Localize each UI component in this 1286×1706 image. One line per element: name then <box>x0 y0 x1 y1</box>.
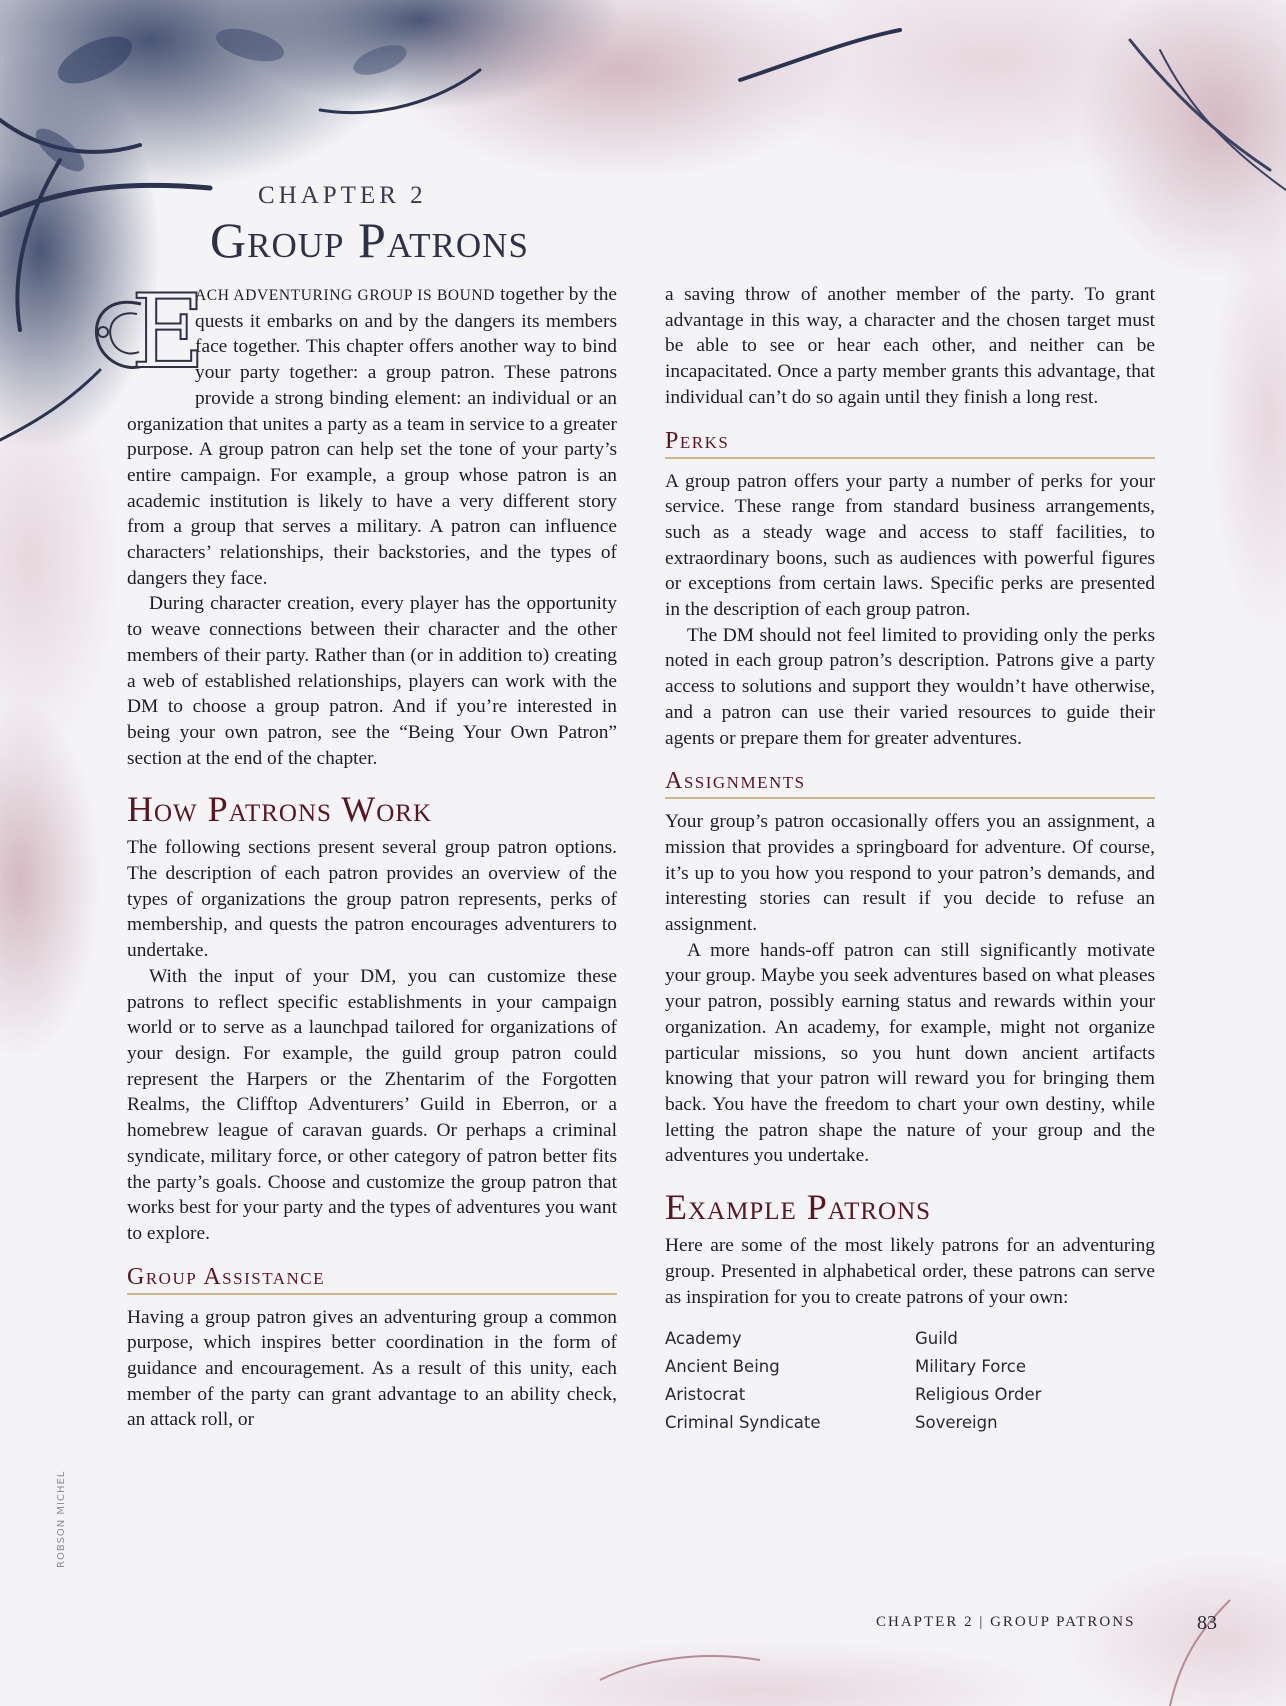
running-head: CHAPTER 2 | GROUP PATRONS <box>876 1614 1136 1630</box>
how-patrons-work-heading: How Patrons Work <box>127 789 433 830</box>
list-item: Aristocrat <box>665 1385 746 1405</box>
group-assistance-heading: Group Assistance <box>127 1263 617 1295</box>
intro-paragraph-2: During character creation, every player has the opportunity to weave connections between their character and the other members of their party. Rather than (or in addition to) creating a web of established relationships, players can work with the DM to choose a group patron. And if you’re interested in being your own patron, see the “Being Your Own Patron” section at the end of the chapter. <box>127 593 617 769</box>
how-patrons-work-paragraph-2: With the input of your DM, you can customize these patrons to reflect specific establishments in your campaign world or to serve as a launchpad tailored for organizations of your design. For example, the guild group patron could represent the Harpers or the Zhentarim of the Forgotten Realms, the Clifftop Adventurers’ Guild in Eberron, or a homebrew league of caravan guards. Or perhaps a criminal syndicate, military force, or other category of patron better fits the party’s goals. Choose and customize the group patron that works best for your party and the types of adventures you want to explore. <box>127 965 617 1244</box>
list-item: Guild <box>915 1329 958 1349</box>
perks-heading: Perks <box>665 427 1155 459</box>
right-column <box>665 282 1155 1435</box>
how-patrons-work-paragraph-1: The following sections present several group patron options. The description of each patron provides an overview of the types of organizations the group patron represents, perks of membership, and quests the patron encourages adventurers to undertake. <box>127 837 617 962</box>
group-assistance-continuation: a saving throw of another member of the party. To grant advantage in this way, a character and the chosen target must be able to see or hear each other, and neither can be incapacitated. Once a party member grants this advantage, that individual can’t do so again until they finish a long rest. <box>665 284 1155 408</box>
dropcap-letter: E <box>131 273 206 392</box>
list-item: Ancient Being <box>665 1357 780 1377</box>
list-item: Military Force <box>915 1357 1027 1377</box>
assignments-paragraph-1: Your group’s patron occasionally offers you an assignment, a mission that provides a springboard for adventure. Of course, it’s up to you how you respond to your patron’s demands, and interesting stories can result if you decide to refuse an assignment. <box>665 811 1155 936</box>
example-patrons-heading: Example Patrons <box>665 1187 932 1228</box>
dropcap <box>89 273 206 392</box>
artist-credit: ROBSON MICHEL <box>56 1470 67 1568</box>
assignments-heading: Assignments <box>665 767 1155 799</box>
page-number: 83 <box>1197 1612 1217 1634</box>
left-column <box>127 273 617 1433</box>
assignments-paragraph-2: A more hands-off patron can still significantly motivate your group. Maybe you seek adventures based on what pleases your patron, possibly earning status and rewards within your organization. An academy, for example, might not organize particular missions, so you hunt down ancient artifacts knowing that your patron will reward you for bringing them back. You have the freedom to chart your own destiny, while letting the patron shape the nature of your group and the adventures you undertake. <box>665 939 1155 1167</box>
perks-paragraph-1: A group patron offers your party a number of perks for your service. These range from standard business arrangements, such as a steady wage and access to staff facilities, to extraordinary boons, such as audiences with powerful figures or exceptions from certain laws. Specific perks are presented in the description of each group patron. <box>665 470 1155 621</box>
perks-paragraph-2: The DM should not feel limited to providing only the perks noted in each group patron’s description. Patrons give a party access to solutions and support they wouldn’t have otherwise, and a patron can use their varied resources to guide their agents or prepare them for greater adventures. <box>665 624 1155 749</box>
chapter-kicker: CHAPTER 2 <box>258 182 427 209</box>
list-item: Criminal Syndicate <box>665 1413 821 1433</box>
intro-paragraph-1-text: together by the quests it embarks on and by the dangers its members face together. This chapter offers another way to bind your party together: a group patron. These patrons provide a strong binding element: an individual or an organization that unites a party as a team in service to a greater purpose. A group patron can help set the tone of your party’s entire campaign. For example, a group whose patron is an academic institution is likely to have a very different story from a group that serves a military. A patron can influence characters’ relationships, their backstories, and the types of dangers they face. <box>127 284 617 589</box>
patron-list <box>665 1326 1155 1435</box>
list-item: Sovereign <box>915 1413 998 1433</box>
list-item: Academy <box>665 1329 742 1349</box>
example-patrons-paragraph-1: Here are some of the most likely patrons for an adventuring group. Presented in alphabetical order, these patrons can serve as inspiration for you to create patrons of your own: <box>665 1235 1155 1308</box>
lead-caps: ACH ADVENTURING GROUP IS BOUND <box>195 287 496 304</box>
chapter-title: Group Patrons <box>210 212 529 268</box>
group-assistance-paragraph-1: Having a group patron gives an adventuring group a common purpose, which inspires better coordination in the form of guidance and encouragement. As a result of this unity, each member of the party can grant advantage to an ability check, an attack roll, or <box>127 1306 617 1431</box>
list-item: Religious Order <box>915 1385 1042 1405</box>
intro-paragraph-1 <box>127 273 617 591</box>
